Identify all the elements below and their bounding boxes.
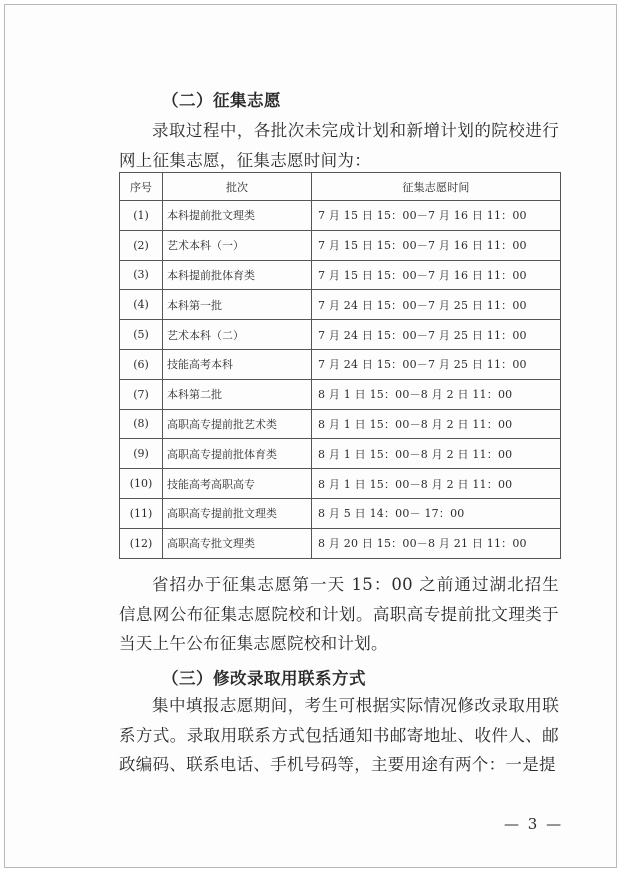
recruitment-schedule-table [119, 172, 561, 559]
row-time: 7 月 24 日 15：00－7 月 25 日 11：00 [312, 320, 561, 350]
section-3-body: 集中填报志愿期间，考生可根据实际情况修改录取用联系方式。录取用联系方式包括通知书邮寄地址、收件人、邮政编码、联系电话、手机号码等，主要用途有两个：一是提 [119, 696, 559, 774]
row-serial: (1) [120, 201, 163, 231]
row-time: 8 月 1 日 15：00－8 月 2 日 11：00 [312, 379, 561, 409]
row-batch: 本科提前批体育类 [163, 260, 312, 290]
row-time: 7 月 24 日 15：00－7 月 25 日 11：00 [312, 349, 561, 379]
row-serial: (11) [120, 498, 163, 528]
page-number: — 3 — [504, 815, 564, 833]
row-batch: 高职高专提前批文理类 [163, 498, 312, 528]
header-batch: 批次 [163, 173, 312, 201]
row-time: 8 月 5 日 14：00－ 17：00 [312, 498, 561, 528]
row-time: 8 月 1 日 15：00－8 月 2 日 11：00 [312, 439, 561, 469]
table-row [120, 439, 561, 469]
row-serial: (6) [120, 349, 163, 379]
row-time: 7 月 15 日 15：00－7 月 16 日 11：00 [312, 201, 561, 231]
row-batch: 高职高专提前批艺术类 [163, 409, 312, 439]
section-2-heading: （二）征集志愿 [162, 91, 281, 110]
section-3-heading: （三）修改录取用联系方式 [162, 669, 366, 688]
row-time: 8 月 20 日 15：00－8 月 21 日 11：00 [312, 528, 561, 558]
row-serial: (10) [120, 469, 163, 499]
table-row [120, 320, 561, 350]
table-row [120, 528, 561, 558]
row-batch: 本科第一批 [163, 290, 312, 320]
row-serial: (5) [120, 320, 163, 350]
row-batch: 技能高考高职高专 [163, 469, 312, 499]
row-serial: (8) [120, 409, 163, 439]
row-serial: (3) [120, 260, 163, 290]
row-serial: (9) [120, 439, 163, 469]
table-header-row [120, 173, 561, 201]
row-time: 8 月 1 日 15：00－8 月 2 日 11：00 [312, 409, 561, 439]
row-batch: 高职高专批文理类 [163, 528, 312, 558]
row-serial: (4) [120, 290, 163, 320]
row-serial: (7) [120, 379, 163, 409]
row-batch: 高职高专提前批体育类 [163, 439, 312, 469]
table-row [120, 230, 561, 260]
row-time: 7 月 15 日 15：00－7 月 16 日 11：00 [312, 260, 561, 290]
row-time: 7 月 15 日 15：00－7 月 16 日 11：00 [312, 230, 561, 260]
table-row [120, 409, 561, 439]
after-table-paragraph: 省招办于征集志愿第一天 15：00 之前通过湖北招生信息网公布征集志愿院校和计划。高职高专提前批文理类于当天上午公布征集志愿院校和计划。 [119, 575, 559, 653]
row-serial: (2) [120, 230, 163, 260]
table-row [120, 201, 561, 231]
table-row [120, 498, 561, 528]
table-row [120, 349, 561, 379]
table-row [120, 379, 561, 409]
table-row [120, 290, 561, 320]
table-row [120, 469, 561, 499]
row-batch: 本科提前批文理类 [163, 201, 312, 231]
row-batch: 技能高考本科 [163, 349, 312, 379]
row-serial: (12) [120, 528, 163, 558]
row-batch: 艺术本科（二） [163, 320, 312, 350]
document-page [4, 4, 617, 868]
row-time: 7 月 24 日 15：00－7 月 25 日 11：00 [312, 290, 561, 320]
row-batch: 艺术本科（一） [163, 230, 312, 260]
row-time: 8 月 1 日 15：00－8 月 2 日 11：00 [312, 469, 561, 499]
row-batch: 本科第二批 [163, 379, 312, 409]
section-2-intro: 录取过程中，各批次未完成计划和新增计划的院校进行网上征集志愿，征集志愿时间为： [119, 121, 559, 170]
header-time: 征集志愿时间 [312, 173, 561, 201]
header-serial: 序号 [120, 173, 163, 201]
table-row [120, 260, 561, 290]
